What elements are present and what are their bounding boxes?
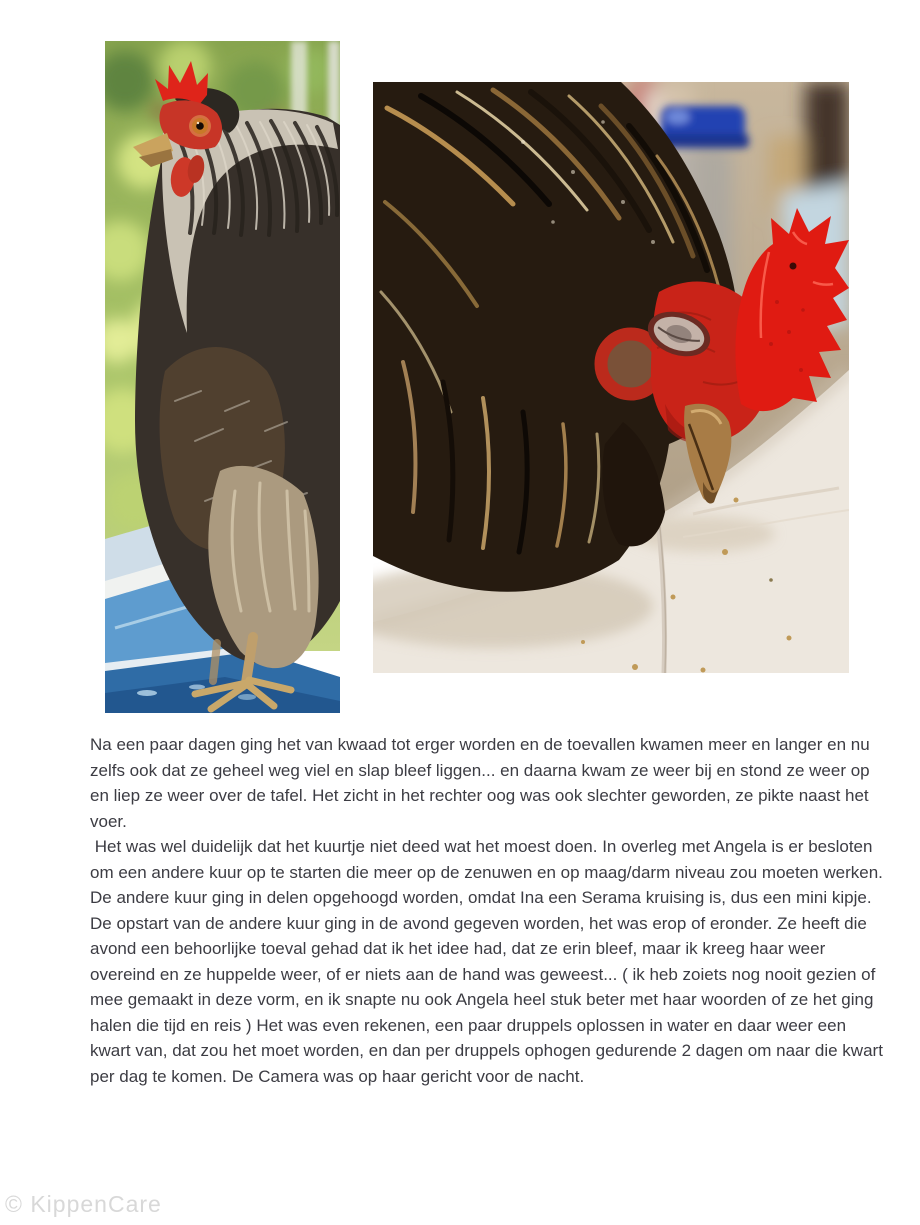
hen-window-portrait-art: [105, 41, 340, 713]
hen-window-portrait-photo: [105, 41, 340, 713]
watermark: © KippenCare: [5, 1191, 162, 1217]
paragraph-3: De opstart van de andere kuur ging in de avond gegeven worden, het was erop of eronder. Ze heeft die avond een behoorlijke toeval gehad dat ik het idee had, dat ze erin bleef, maar ik kreeg haar weer overeind en ze huppelde weer, of er niets aan de hand was geweest... ( ik heb zoiets nog nooit gezien of mee gemaakt in deze vorm, en ik snapte nu ook Angela heel stuk beter met haar woorden of ze het ging halen die tijd en reis ) Het was even rekenen, een paar druppels oplossen in water en daar weer een kwart van, dat zou het moet worden, en dan per druppels ophogen gedurende 2 dagen om naar die kwart per dag te komen. De Camera was op haar gericht voor de nacht.: [90, 913, 888, 1086]
paragraph-2: Het was wel duidelijk dat het kuurtje niet deed wat het moest doen. In overleg met Angela is er besloten om een andere kuur op te starten die meer op de zenuwen en op maag/darm niveau zou moeten werken. De andere kuur ging in delen opgehoogd worden, omdat Ina een Serama kruising is, dus een mini kipje.: [90, 837, 888, 907]
article-text: [90, 732, 888, 1089]
sick-hen-closeup-art: [373, 82, 849, 673]
sick-hen-closeup-photo: [373, 82, 849, 673]
paragraph-1: Na een paar dagen ging het van kwaad tot erger worden en de toevallen kwamen meer en langer en nu zelfs ook dat ze geheel weg viel en slap bleef liggen... en daarna kwam ze weer bij en stond ze weer op en liep ze weer over de tafel. Het zicht in het rechter oog was ook slechter geworden, ze pikte naast het voer.: [90, 735, 875, 831]
